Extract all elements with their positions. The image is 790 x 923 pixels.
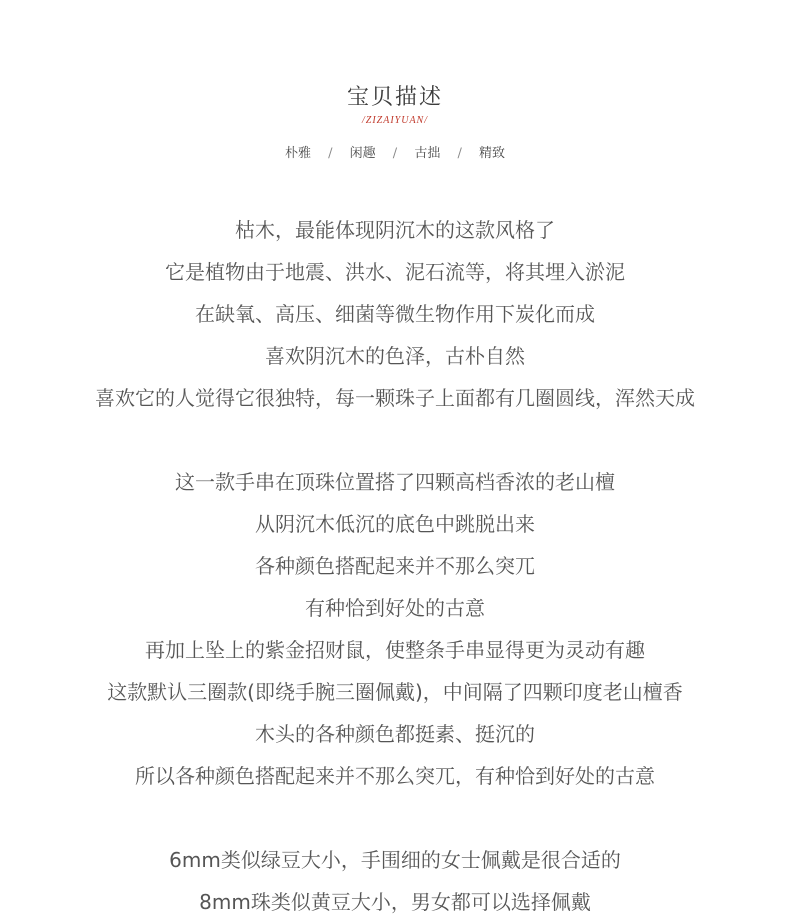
text-line: 喜欢阴沉木的色泽，古朴自然 [265, 344, 525, 368]
paragraph [0, 461, 790, 797]
paragraph-gap [0, 419, 790, 461]
paragraph-gap [0, 797, 790, 839]
text-line: 枯木，最能体现阴沉木的这款风格了 [235, 218, 555, 242]
text-line: 从阴沉木低沉的底色中跳脱出来 [255, 512, 535, 536]
description-body [0, 209, 790, 923]
tag-item: 精致 [479, 146, 506, 161]
text-line: 6mm类似绿豆大小，手围细的女士佩戴是很合适的 [169, 848, 621, 872]
text-line: 有种恰到好处的古意 [305, 596, 485, 620]
text-line: 8mm珠类似黄豆大小，男女都可以选择佩戴 [199, 890, 591, 914]
tag-separator: / [328, 146, 333, 161]
paragraph [0, 209, 790, 419]
text-line: 各种颜色搭配起来并不那么突兀 [255, 554, 535, 578]
tag-item: 朴雅 [284, 146, 311, 161]
text-line: 它是植物由于地震、洪水、泥石流等，将其埋入淤泥 [165, 260, 625, 284]
brand-subtitle: /ZIZAIYUAN/ [361, 115, 428, 126]
tag-separator: / [457, 146, 462, 161]
text-line: 在缺氧、高压、细菌等微生物作用下炭化而成 [195, 302, 595, 326]
tag-item: 闲趣 [349, 146, 376, 161]
section-title: 宝贝描述 [346, 85, 443, 110]
text-line: 所以各种颜色搭配起来并不那么突兀，有种恰到好处的古意 [135, 764, 655, 788]
tag-item: 古拙 [414, 146, 441, 161]
tag-separator: / [392, 146, 398, 161]
paragraph [0, 839, 790, 923]
text-line: 木头的各种颜色都挺素、挺沉的 [255, 722, 535, 746]
text-line: 这款默认三圈款(即绕手腕三圈佩戴)，中间隔了四颗印度老山檀香 [107, 680, 683, 704]
style-tags [0, 142, 790, 161]
text-line: 喜欢它的人觉得它很独特，每一颗珠子上面都有几圈圆线，浑然天成 [95, 386, 695, 410]
text-line: 这一款手串在顶珠位置搭了四颗高档香浓的老山檀 [175, 470, 615, 494]
text-line: 再加上坠上的紫金招财鼠，使整条手串显得更为灵动有趣 [145, 638, 645, 662]
